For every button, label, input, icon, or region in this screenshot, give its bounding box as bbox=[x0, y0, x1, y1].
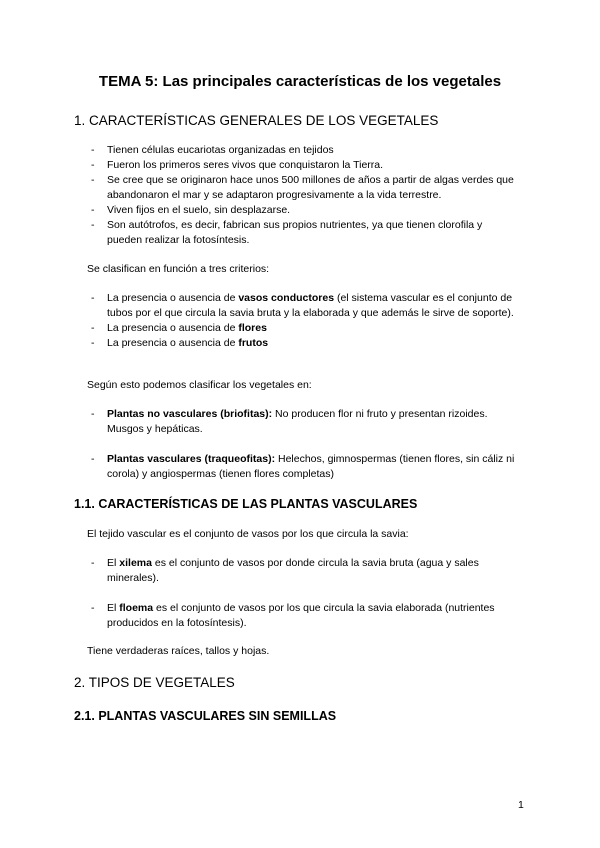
classify-intro: Según esto podemos clasificar los vegetales en: bbox=[87, 379, 312, 391]
list-item: - El xilema es el conjunto de vasos por donde circula la savia bruta (agua y sales minerales). bbox=[0, 556, 520, 586]
list-item: - Son autótrofos, es decir, fabrican sus propios nutrientes, ya que tienen clorofila y pueden realizar la fotosíntesis. bbox=[0, 218, 520, 248]
list-item: - Tienen células eucariotas organizadas en tejidos bbox=[0, 143, 520, 158]
list-item: - La presencia o ausencia de frutos bbox=[0, 336, 520, 351]
list-item: - Viven fijos en el suelo, sin desplazarse. bbox=[0, 203, 520, 218]
vascular-closing: Tiene verdaderas raíces, tallos y hojas. bbox=[87, 645, 270, 657]
page-title bbox=[0, 73, 600, 91]
vascular-tissue-list bbox=[0, 556, 600, 631]
vascular-intro: El tejido vascular es el conjunto de vasos por los que circula la savia: bbox=[87, 528, 409, 540]
section-1-heading: 1. CARACTERÍSTICAS GENERALES DE LOS VEGETALES bbox=[74, 113, 439, 128]
criteria-list bbox=[0, 291, 600, 351]
list-item: - Se cree que se originaron hace unos 500 millones de años a partir de algas verdes que abandonaron el mar y se adaptaron progresivamente a la vida terrestre. bbox=[0, 173, 520, 203]
list-item: - Plantas vasculares (traqueofitas): Helechos, gimnospermas (tienen flores, sin cáliz ni corola) y angiospermas (tienen flores completas) bbox=[0, 452, 520, 482]
title-rest: Las principales características de los vegetales bbox=[158, 73, 502, 90]
list-item: - La presencia o ausencia de flores bbox=[0, 321, 520, 336]
plant-groups-list bbox=[0, 407, 600, 482]
list-item: - Plantas no vasculares (briofitas): No producen flor ni fruto y presentan rizoides. Musgos y hepáticas. bbox=[0, 407, 520, 437]
section-2-heading: 2. TIPOS DE VEGETALES bbox=[74, 675, 235, 690]
criteria-intro: Se clasifican en función a tres criterios: bbox=[87, 263, 270, 275]
general-characteristics-list bbox=[0, 143, 600, 248]
list-item: - La presencia o ausencia de vasos conductores (el sistema vascular es el conjunto de tubos por el que circula la savia bruta y la elaborada y que además le sirve de soporte). bbox=[0, 291, 520, 321]
list-item: - El floema es el conjunto de vasos por los que circula la savia elaborada (nutrientes producidos en la fotosíntesis). bbox=[0, 601, 520, 631]
page-number: 1 bbox=[518, 799, 524, 811]
section-1-1-heading: 1.1. CARACTERÍSTICAS DE LAS PLANTAS VASCULARES bbox=[74, 497, 418, 511]
title-lead: TEMA 5: bbox=[98, 73, 159, 90]
list-item: - Fueron los primeros seres vivos que conquistaron la Tierra. bbox=[0, 158, 520, 173]
section-2-1-heading: 2.1. PLANTAS VASCULARES SIN SEMILLAS bbox=[74, 709, 337, 723]
